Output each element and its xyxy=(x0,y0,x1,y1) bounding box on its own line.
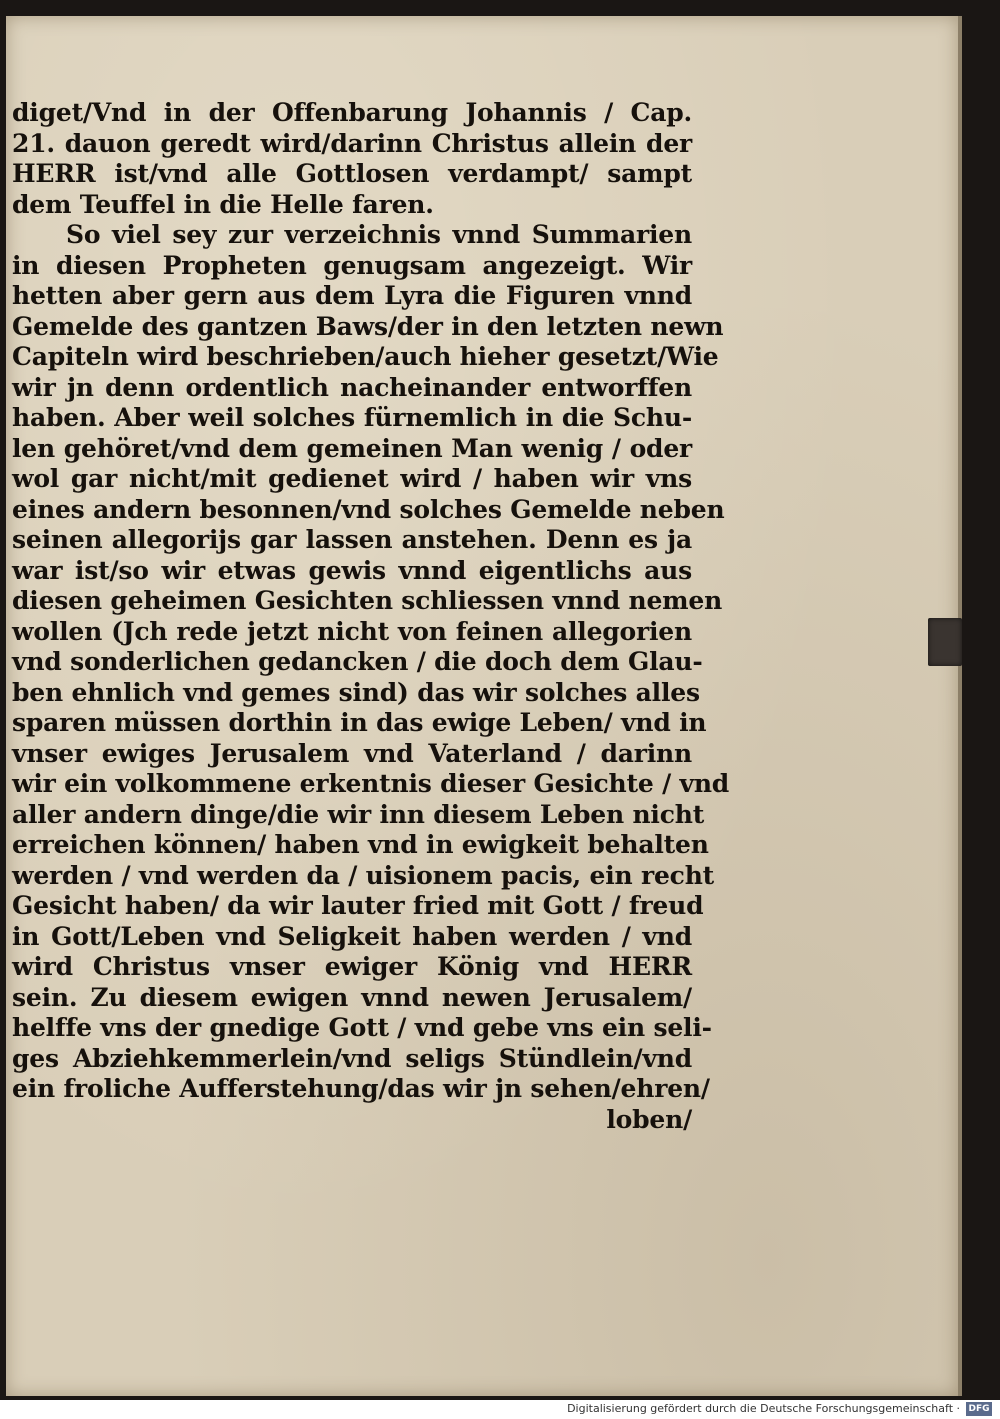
text-line: wird Christus vnser ewiger König vnd HERR xyxy=(12,952,692,981)
text-line: seinen allegorijs gar lassen anstehen. Denn es ja xyxy=(12,525,692,554)
text-line: sein. Zu diesem ewigen vnnd newen Jerusalem/ xyxy=(12,982,692,1012)
text-line: war ist/so wir etwas gewis vnnd eigentlichs aus xyxy=(12,555,692,585)
text-line: haben. Aber weil solches fürnemlich in die Schu- xyxy=(12,403,692,432)
text-line: Gesicht haben/ da wir lauter fried mit Gott / freud xyxy=(12,891,704,920)
page-edge xyxy=(958,16,962,1396)
text-line: ben ehnlich vnd gemes sind) das wir solches alles xyxy=(12,677,700,707)
text-line: werden / vnd werden da / uisionem pacis, ein recht xyxy=(12,860,715,890)
text-line: aller andern dinge/die wir inn diesem Leben nicht xyxy=(12,799,705,829)
text-line: ein froliche Aufferstehung/das wir jn sehen/ehren/ xyxy=(12,1074,710,1103)
text-line: Gemelde des gantzen Baws/der in den letzten newn xyxy=(12,311,724,341)
text-line: 21. dauon geredt wird/darinn Christus allein der xyxy=(12,128,692,158)
footer-bar xyxy=(0,1400,1000,1419)
page-tab-marker xyxy=(928,618,962,666)
text-line: HERR ist/vnd alle Gottlosen verdampt/ sampt xyxy=(12,159,692,188)
text-line: wollen (Jch rede jetzt nicht von feinen allegorien xyxy=(12,616,692,646)
text-line: dem Teuffel in die Helle faren. xyxy=(12,189,434,219)
text-line: eines andern besonnen/vnd solches Gemelde neben xyxy=(12,494,725,524)
text-line: wol gar nicht/mit gedienet wird / haben wir vns xyxy=(12,464,692,493)
text-line: helffe vns der gnedige Gott / vnd gebe vns ein seli- xyxy=(12,1013,712,1042)
text-line: diget/Vnd in der Offenbarung Johannis / Cap. xyxy=(12,98,692,127)
text-line: ges Abziehkemmerlein/vnd seligs Stündlein/vnd xyxy=(12,1043,692,1073)
text-line: in Gott/Leben vnd Seligkeit haben werden / vnd xyxy=(12,921,692,951)
text-line: diesen geheimen Gesichten schliessen vnnd nemen xyxy=(12,586,723,615)
text-line: vnser ewiges Jerusalem vnd Vaterland / darinn xyxy=(12,738,692,768)
text-line: wir ein volkommene erkentnis dieser Gesichte / vnd xyxy=(12,769,730,798)
catchword: loben/ xyxy=(606,1104,692,1134)
funding-notice: Digitalisierung gefördert durch die Deutsche Forschungsgemeinschaft · xyxy=(567,1402,960,1415)
dfg-logo: DFG xyxy=(966,1402,992,1416)
text-line: vnd sonderlichen gedancken / die doch dem Glau- xyxy=(12,647,703,676)
page-text-block xyxy=(12,98,730,1135)
text-line: erreichen können/ haben vnd in ewigkeit behalten xyxy=(12,830,709,859)
text-line: Capiteln wird beschrieben/auch hieher gesetzt/Wie xyxy=(12,342,719,371)
text-line: hetten aber gern aus dem Lyra die Figuren vnnd xyxy=(12,281,692,310)
text-line: in diesen Propheten genugsam angezeigt. Wir xyxy=(12,250,692,280)
text-line: sparen müssen dorthin in das ewige Leben/ vnd in xyxy=(12,708,707,737)
text-line: wir jn denn ordentlich nacheinander entworffen xyxy=(12,372,692,402)
text-line: len gehöret/vnd dem gemeinen Man wenig / oder xyxy=(12,433,692,463)
text-line: So viel sey zur verzeichnis vnnd Summarien xyxy=(66,220,692,249)
